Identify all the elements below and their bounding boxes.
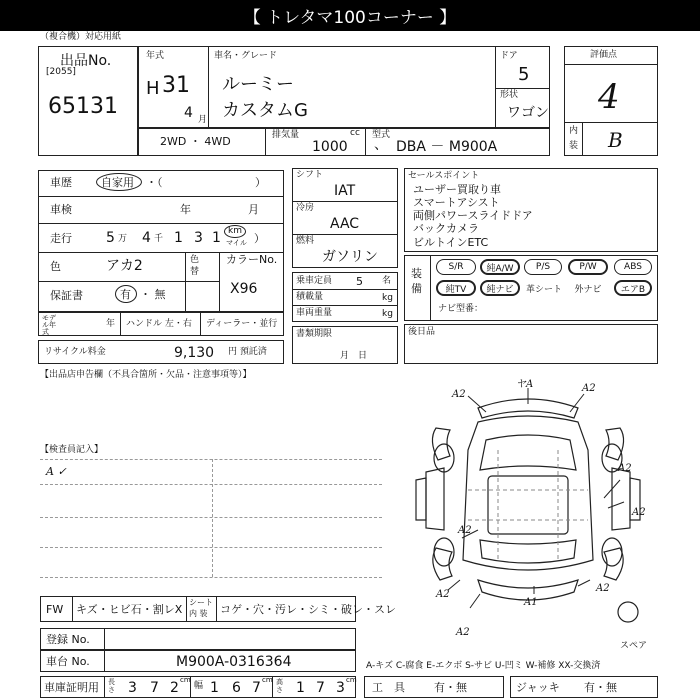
disp-unit: cc [350,128,360,138]
ac-value: AAC [330,216,360,232]
rating-score: 4 [598,77,620,117]
km-unit: km [228,226,242,236]
ac-label: 冷房 [296,203,315,213]
load-unit: kg [382,293,393,303]
cert-height-3: 3 [336,680,345,696]
damage-label-4: A2 [618,463,632,474]
equip-airbag: エアB [614,280,652,296]
cert-length-2: 7 [150,680,159,696]
spare-label: スペア [620,641,648,651]
page-header [0,0,700,31]
color-label: 色 [50,260,61,273]
drive-type: 2WD ・ 4WD [160,135,231,148]
mileage-man: 5 [106,230,115,246]
recolor-bottom: 替 [190,267,200,277]
cert-height-2: 7 [316,680,325,696]
cert-length-3: 2 [170,680,179,696]
chassis-label: 車台 No. [46,655,90,668]
jack-value: 有・無 [584,681,617,694]
model-year-label: モデル年式 [42,314,56,336]
equip-sr: S/R [436,259,476,275]
recycle-label: リサイクル料金 [44,347,106,357]
use-close: ） [255,176,266,189]
damage-label-7: A2 [436,589,450,600]
year-value: 31 [162,73,190,98]
lot-number: 65131 [48,94,118,119]
shift-label: シフト [296,170,324,180]
equip-abs: ABS [614,259,652,275]
weight-unit: kg [382,309,393,319]
mileage-sen: 4 [142,230,151,246]
use-rest: ・（ [146,176,163,189]
damage-label-2: ヤA [516,379,534,390]
month-unit: 月 [198,115,208,125]
tools-label: 工 具 [372,681,405,694]
color-no: X96 [230,281,258,297]
shape-value: ワゴン [507,105,549,121]
color-value: アカ2 [106,258,143,274]
cert-height-unit: cm [346,676,357,684]
warranty-label: 保証書 [50,289,83,302]
interior-label-2: 装 [569,141,579,151]
use-value: 自家用 [101,176,134,189]
history-label: 車歴 [50,176,72,189]
docs-label: 書類期限 [296,329,333,339]
displacement: 1000 [312,139,348,155]
top-caption: （複合機）対応用紙 [40,32,122,42]
cert-width-unit: cm [262,676,273,684]
door-count: 5 [518,64,530,85]
sales-point-2: スマートアシスト [413,196,500,209]
after-items-label: 後日品 [408,327,436,337]
seats-value: 5 [356,275,363,288]
car-name: ルーミー [222,74,294,95]
model-tick: 、 [374,137,388,153]
door-label: ドア [500,51,518,61]
load-label: 積載量 [296,292,324,302]
damage-label-3: A2 [582,383,596,394]
shape-label: 形状 [500,90,519,100]
seat-value: コゲ・穴・汚レ・シミ・破レ・スレ [220,603,396,616]
interior-label-1: 内 [569,126,579,136]
mileage-d1: 1 [174,230,183,246]
year-label: 年式 [146,51,165,61]
weight-label: 車両重量 [296,308,333,318]
recolor-top: 色 [190,255,200,265]
sales-point-1: ユーザー買取り車 [413,183,501,196]
docs-unit: 月 日 [340,351,368,361]
mileage-d3: 1 [212,230,221,246]
seat-label-top: シート [189,598,213,607]
lot-sub: [2055] [46,67,76,77]
model-code: DBA － M900A [396,139,498,155]
equip-ext-navi: 外ナビ [574,284,602,295]
seats-label: 乗車定員 [296,276,333,286]
dealer-type: ディーラー・並行 [206,319,278,329]
shift-value: IAT [334,183,356,199]
cert-length-unit: cm [180,676,191,684]
chassis-number: M900A-0316364 [176,654,292,670]
sales-point-3: 両側パワースライドドア [413,209,533,222]
rating-label: 評価点 [590,50,618,60]
sales-point-4: バックカメラ [413,222,479,235]
inspection-label: 車検 [50,203,72,216]
equip-tv: 純TV [436,280,476,296]
name-label: 車名・グレード [214,51,278,61]
inspector-label: 【検査員記入】 [40,445,104,455]
damage-label-8: A1 [524,597,538,608]
fw-label: FW [46,603,64,616]
damage-label-6: A2 [458,525,472,536]
car-grade: カスタムG [222,100,308,121]
sales-point-5: ビルトインETC [413,236,489,249]
equip-aw: 純A/W [480,259,520,275]
registration-label: 登録 No. [46,633,90,646]
notes-header: 【出品店申告欄（不具合箇所・欠品・注意事項等）】 [40,370,252,380]
header-title: 【 トレタマ100コーナー 】 [243,8,457,28]
equip-leather: 革シート [525,284,562,295]
fuel-value: ガソリン [322,249,378,265]
navi-model-label: ナビ型番： [438,304,484,314]
mileage-d2: 3 [194,230,203,246]
mileage-label: 走行 [50,232,72,245]
damage-label-10: A2 [456,627,470,638]
warranty-yes: 有 [120,288,131,301]
mileage-close: ） [254,232,265,245]
warranty-rest: ・ 無 [140,288,166,301]
interior-score: B [608,128,623,152]
cert-length-1: 3 [128,680,137,696]
cert-width-2: 6 [232,680,241,696]
handle-side: ハンドル 左・右 [126,319,192,329]
year-era: H [146,78,160,99]
jack-label: ジャッキ [516,681,560,694]
seats-unit: 名 [382,276,392,286]
cert-height-label: 高さ [276,678,283,694]
disp-label: 排気量 [272,130,300,140]
damage-label-5: A2 [632,507,646,518]
mileage-sen-unit: 千 [154,234,164,244]
sales-points-label: セールスポイント [408,171,480,181]
cert-label: 車庫証明用 [44,681,99,694]
cert-length-label: 長さ [108,678,115,694]
month-value: 4 [184,105,193,121]
inspection-year-unit: 年 [180,203,191,216]
mileage-man-unit: 万 [118,234,128,244]
color-no-label: カラーNo. [226,253,278,266]
equipment-label-bottom: 備 [411,282,422,295]
cert-height-1: 1 [296,680,305,696]
cert-width-1: 1 [210,680,219,696]
tools-value: 有・無 [434,681,467,694]
equip-navi: 純ナビ [480,280,520,296]
damage-legend: A-キズ C-腐食 E-エクボ S-サビ U-凹ミ W-補修 XX-交換済 [366,661,601,671]
model-year-unit: 年 [106,319,116,329]
recycle-unit: 円 預託済 [228,347,267,357]
mile-unit: マイル [226,239,247,247]
recycle-value: 9,130 [174,345,215,361]
model-label: 型式 [372,130,391,140]
damage-label-1: A2 [452,389,466,400]
equip-ps: P/S [524,259,562,275]
equip-pw: P/W [568,259,608,275]
cert-width-label: 幅 [194,681,204,691]
lot-label: 出品No. [60,53,112,69]
equipment-label-top: 装 [411,267,422,280]
inspector-note: A ✓ [46,465,67,478]
after-items-box [404,324,658,364]
fw-value: キズ・ヒビ石・割レX [76,603,183,616]
inspection-month-unit: 月 [248,203,259,216]
fuel-label: 燃料 [296,236,315,246]
seat-label-bottom: 内 装 [189,609,208,618]
damage-label-9: A2 [596,583,610,594]
cert-width-3: 7 [252,680,261,696]
